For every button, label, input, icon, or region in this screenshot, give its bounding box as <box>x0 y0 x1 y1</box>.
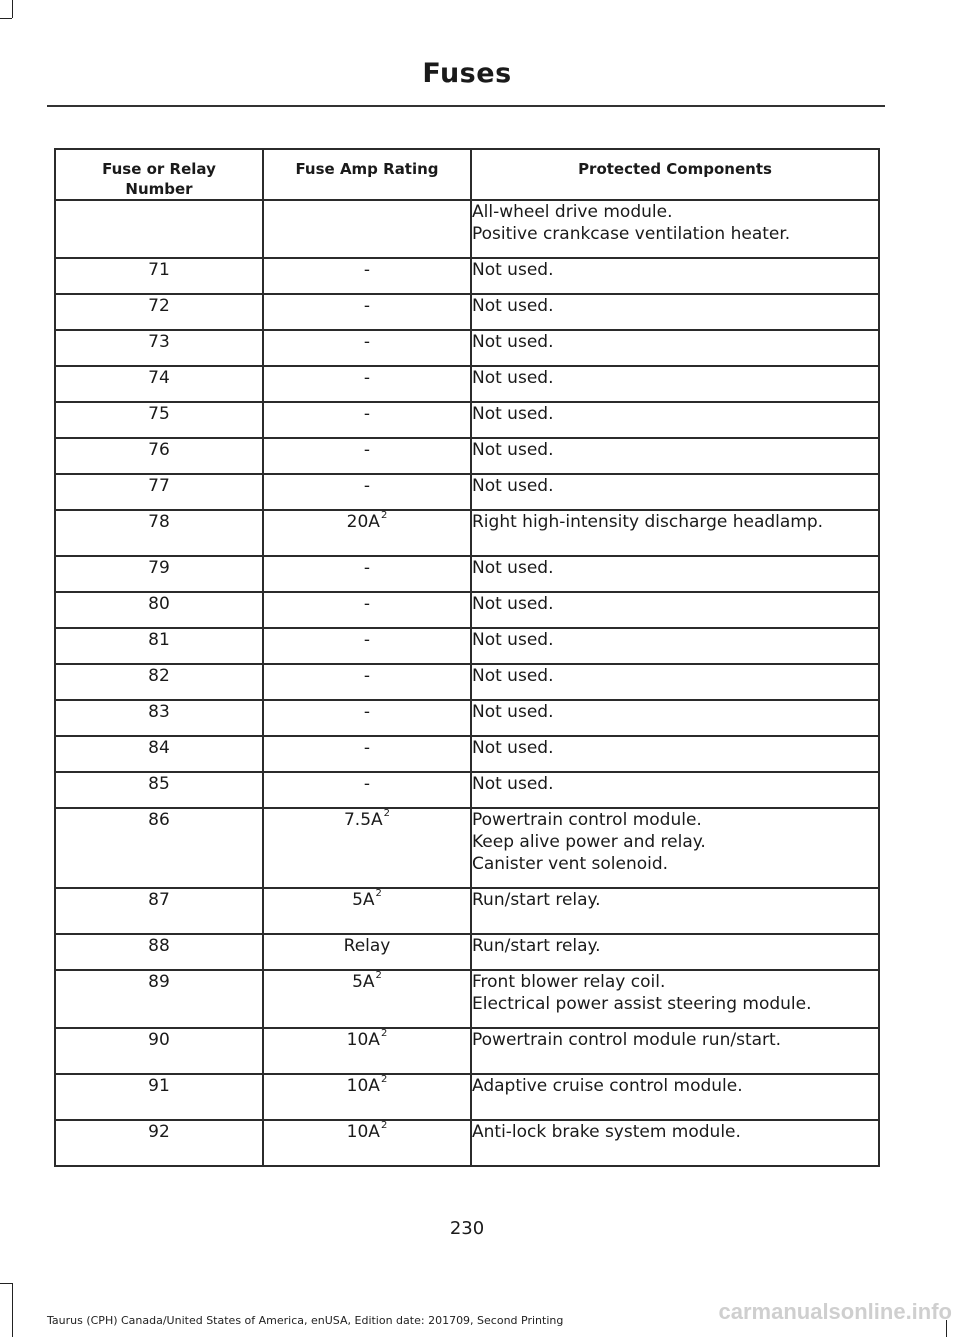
amp-rating-value: 10A <box>346 1030 380 1050</box>
table-row <box>55 200 879 258</box>
protected-components-cell <box>471 402 879 438</box>
table-row <box>55 808 879 888</box>
fuse-number-cell: 79 <box>55 556 263 592</box>
amp-rating-cell <box>263 402 471 438</box>
amp-rating-cell <box>263 330 471 366</box>
protected-components-cell <box>471 1120 879 1166</box>
protected-components-cell <box>471 294 879 330</box>
table-row <box>55 366 879 402</box>
column-header-number: Fuse or Relay Number <box>55 149 263 200</box>
table-row <box>55 438 879 474</box>
fuse-number-cell: 90 <box>55 1028 263 1074</box>
table-row <box>55 510 879 556</box>
fuse-number-cell: 76 <box>55 438 263 474</box>
footnote-marker: 2 <box>375 970 382 981</box>
table-row <box>55 1028 879 1074</box>
footnote-marker: 2 <box>375 888 382 899</box>
component-line: Not used. <box>472 558 554 578</box>
table-row <box>55 556 879 592</box>
component-line: Not used. <box>472 594 554 614</box>
amp-rating-cell <box>263 1028 471 1074</box>
amp-rating-value: - <box>363 666 371 686</box>
footnote-marker: 2 <box>380 1120 388 1131</box>
amp-rating-cell <box>263 628 471 664</box>
table-row <box>55 628 879 664</box>
amp-rating-value: 5A <box>352 890 375 910</box>
amp-rating-value: - <box>363 558 371 578</box>
table-row <box>55 970 879 1028</box>
table-row <box>55 772 879 808</box>
protected-components-cell <box>471 200 879 258</box>
table-row <box>55 736 879 772</box>
protected-components-cell <box>471 510 879 556</box>
amp-rating-value: - <box>363 630 371 650</box>
table-row <box>55 258 879 294</box>
component-line: Not used. <box>472 332 554 352</box>
amp-rating-cell <box>263 736 471 772</box>
page-title: Fuses <box>422 58 512 89</box>
amp-rating-value: - <box>363 738 371 758</box>
component-line: Not used. <box>472 296 554 316</box>
fuse-number-cell: 74 <box>55 366 263 402</box>
amp-rating-value: - <box>363 296 371 316</box>
amp-rating-value: Relay <box>343 936 391 956</box>
protected-components-cell <box>471 808 879 888</box>
table-row <box>55 700 879 736</box>
title-divider <box>47 105 885 107</box>
column-header-components: Protected Components <box>471 149 879 200</box>
table-body <box>55 200 879 1166</box>
amp-rating-value: - <box>363 476 371 496</box>
component-line: Keep alive power and relay. <box>472 832 706 852</box>
amp-rating-value: - <box>363 774 371 794</box>
component-line: Not used. <box>472 260 554 280</box>
crop-mark <box>12 1283 13 1337</box>
component-line: Not used. <box>472 738 554 758</box>
amp-rating-value: 7.5A <box>343 810 383 830</box>
amp-rating-cell <box>263 258 471 294</box>
amp-rating-cell <box>263 510 471 556</box>
footnote-marker: 2 <box>380 1074 388 1085</box>
fuse-number-cell: 81 <box>55 628 263 664</box>
amp-rating-cell <box>263 808 471 888</box>
fuse-number-cell: 85 <box>55 772 263 808</box>
edition-footer: Taurus (CPH) Canada/United States of America, enUSA, Edition date: 201709, Second Printing <box>47 1314 564 1327</box>
protected-components-cell <box>471 736 879 772</box>
fuse-number-cell: 75 <box>55 402 263 438</box>
amp-rating-value: 10A <box>346 1122 380 1142</box>
table-row <box>55 330 879 366</box>
component-line: Front blower relay coil. <box>472 972 666 992</box>
component-line: Not used. <box>472 630 554 650</box>
component-line: Run/start relay. <box>472 890 601 910</box>
component-line: Anti-lock brake system module. <box>472 1122 741 1142</box>
protected-components-cell <box>471 934 879 970</box>
table-row <box>55 888 879 934</box>
component-line: Not used. <box>472 404 554 424</box>
amp-rating-value: - <box>363 404 371 424</box>
component-line: Canister vent solenoid. <box>472 854 669 874</box>
footnote-marker: 2 <box>383 808 391 819</box>
amp-rating-cell <box>263 700 471 736</box>
protected-components-cell <box>471 772 879 808</box>
fuse-number-cell: 88 <box>55 934 263 970</box>
table-row <box>55 474 879 510</box>
protected-components-cell <box>471 1028 879 1074</box>
component-line: Powertrain control module. <box>472 810 702 830</box>
protected-components-cell <box>471 474 879 510</box>
protected-components-cell <box>471 366 879 402</box>
crop-mark <box>0 18 12 19</box>
amp-rating-cell <box>263 772 471 808</box>
amp-rating-cell <box>263 366 471 402</box>
table-row <box>55 664 879 700</box>
column-header-rating: Fuse Amp Rating <box>263 149 471 200</box>
amp-rating-value: - <box>363 368 371 388</box>
protected-components-cell <box>471 438 879 474</box>
component-line: Not used. <box>472 666 554 686</box>
component-line: Powertrain control module run/start. <box>472 1030 782 1050</box>
amp-rating-value: 10A <box>346 1076 380 1096</box>
fuse-number-cell: 84 <box>55 736 263 772</box>
fuse-number-cell: 80 <box>55 592 263 628</box>
fuse-number-cell <box>55 200 263 258</box>
crop-mark <box>12 0 13 18</box>
amp-rating-value: - <box>363 260 371 280</box>
amp-rating-value: - <box>363 702 371 722</box>
amp-rating-value: 20A <box>346 512 380 532</box>
fuse-number-cell: 92 <box>55 1120 263 1166</box>
amp-rating-cell <box>263 934 471 970</box>
fuse-number-cell: 86 <box>55 808 263 888</box>
watermark: carmanualsonline.info <box>718 1299 952 1324</box>
amp-rating-cell <box>263 970 471 1028</box>
amp-rating-cell <box>263 1120 471 1166</box>
fuse-number-cell: 71 <box>55 258 263 294</box>
amp-rating-value: - <box>363 332 371 352</box>
amp-rating-cell <box>263 888 471 934</box>
amp-rating-cell <box>263 474 471 510</box>
component-line: Electrical power assist steering module. <box>472 994 812 1014</box>
fuse-table <box>54 148 880 1167</box>
table-row <box>55 294 879 330</box>
fuse-number-cell: 87 <box>55 888 263 934</box>
fuse-number-cell: 83 <box>55 700 263 736</box>
fuse-number-cell: 78 <box>55 510 263 556</box>
component-line: Not used. <box>472 774 554 794</box>
fuse-number-cell: 91 <box>55 1074 263 1120</box>
amp-rating-cell <box>263 556 471 592</box>
page-number: 230 <box>449 1218 485 1239</box>
protected-components-cell <box>471 628 879 664</box>
crop-mark <box>0 1283 12 1284</box>
table-row <box>55 1120 879 1166</box>
fuse-number-cell: 89 <box>55 970 263 1028</box>
fuse-number-cell: 73 <box>55 330 263 366</box>
component-line: Run/start relay. <box>472 936 601 956</box>
component-line: All-wheel drive module. <box>472 202 673 222</box>
component-line: Not used. <box>472 440 554 460</box>
component-line: Not used. <box>472 476 554 496</box>
table-row <box>55 402 879 438</box>
footnote-marker: 2 <box>380 510 388 521</box>
protected-components-cell <box>471 888 879 934</box>
component-line: Positive crankcase ventilation heater. <box>472 224 791 244</box>
amp-rating-value: - <box>363 594 371 614</box>
protected-components-cell <box>471 330 879 366</box>
component-line: Not used. <box>472 702 554 722</box>
protected-components-cell <box>471 258 879 294</box>
fuse-number-cell: 77 <box>55 474 263 510</box>
amp-rating-cell <box>263 1074 471 1120</box>
amp-rating-value: - <box>363 440 371 460</box>
table-row <box>55 592 879 628</box>
protected-components-cell <box>471 592 879 628</box>
amp-rating-value: 5A <box>352 972 375 992</box>
fuse-number-cell: 82 <box>55 664 263 700</box>
protected-components-cell <box>471 970 879 1028</box>
protected-components-cell <box>471 1074 879 1120</box>
table-row <box>55 1074 879 1120</box>
amp-rating-cell <box>263 592 471 628</box>
amp-rating-cell <box>263 200 471 258</box>
component-line: Not used. <box>472 368 554 388</box>
protected-components-cell <box>471 556 879 592</box>
footnote-marker: 2 <box>380 1028 388 1039</box>
table-row <box>55 934 879 970</box>
component-line: Adaptive cruise control module. <box>472 1076 743 1096</box>
protected-components-cell <box>471 700 879 736</box>
amp-rating-cell <box>263 664 471 700</box>
amp-rating-cell <box>263 294 471 330</box>
fuse-number-cell: 72 <box>55 294 263 330</box>
amp-rating-cell <box>263 438 471 474</box>
component-line: Right high-intensity discharge headlamp. <box>472 512 824 532</box>
protected-components-cell <box>471 664 879 700</box>
table-header-row <box>55 149 879 200</box>
